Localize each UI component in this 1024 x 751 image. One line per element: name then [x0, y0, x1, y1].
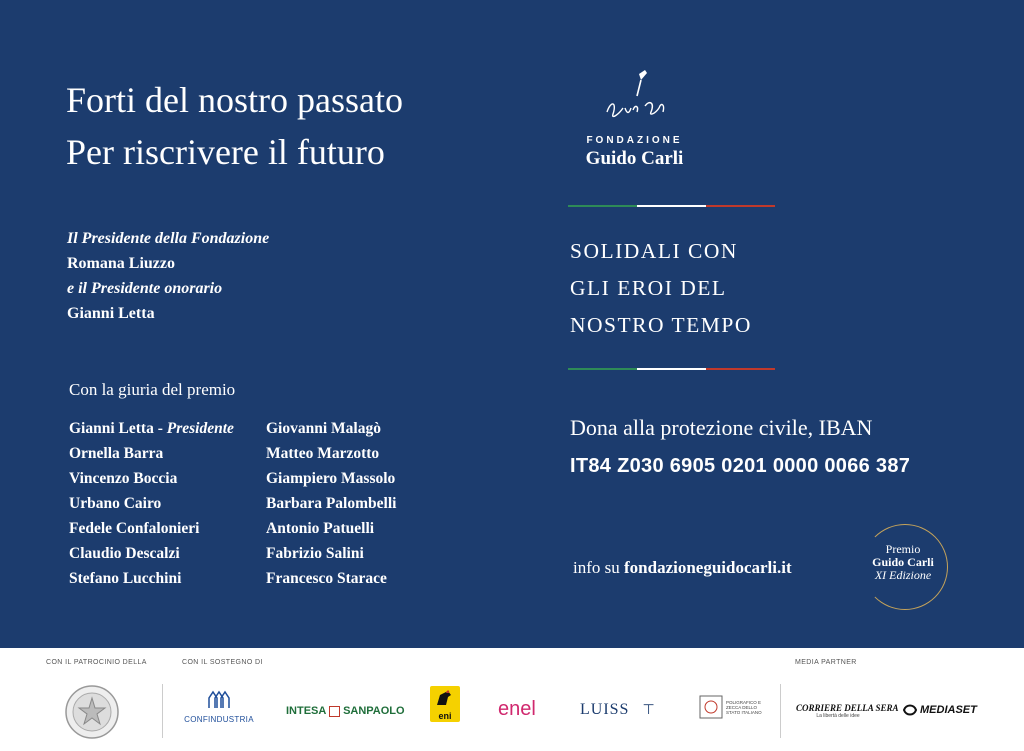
- slogan-line-2: GLI EROI DEL: [570, 276, 727, 300]
- sponsor-footer: [0, 648, 1024, 751]
- support-label: CON IL SOSTEGNO DI: [182, 659, 263, 666]
- tricolor-rule-top: [568, 205, 775, 207]
- eni-dog-icon: [434, 689, 456, 707]
- media-partner-label: MEDIA PARTNER: [795, 659, 857, 666]
- jury-member: Giovanni Malagò: [266, 420, 381, 437]
- footer-divider: [162, 684, 163, 738]
- poligrafico-logo: POLIGRAFICO E ZECCA DELLO STATO ITALIANO: [698, 694, 772, 720]
- jury-member: Vincenzo Boccia: [69, 470, 178, 487]
- honorary-president-name: Gianni Letta: [67, 305, 155, 322]
- solidali-slogan: [570, 233, 752, 344]
- patronage-label: CON IL PATROCINIO DELLA: [46, 659, 147, 666]
- honorary-president-role: e il Presidente onorario: [67, 280, 223, 297]
- jury-title: Con la giuria del premio: [69, 380, 236, 399]
- poligrafico-icon: [698, 694, 724, 720]
- enel-logo: enel: [498, 698, 536, 720]
- jury-member: Francesco Starace: [266, 570, 387, 587]
- tricolor-rule-bottom: [568, 368, 775, 370]
- jury-member: Ornella Barra: [69, 445, 164, 462]
- jury-member: Barbara Palombelli: [266, 495, 397, 512]
- eni-logo: eni: [430, 686, 460, 722]
- jury-member: Antonio Patuelli: [266, 520, 375, 537]
- jury-list-right: [266, 416, 396, 591]
- slogan-line-3: NOSTRO TEMPO: [570, 313, 752, 337]
- headline-line-1: Forti del nostro passato: [66, 80, 403, 120]
- president-role: Il Presidente della Fondazione: [67, 230, 270, 247]
- jury-list-left: [69, 416, 234, 591]
- logo-name: Guido Carli: [585, 148, 684, 169]
- intesa-sanpaolo-logo: INTESA SANPAOLO: [286, 705, 405, 717]
- intesa-square-icon: [329, 706, 340, 717]
- confindustria-icon: [207, 690, 231, 710]
- fondazione-signature-logo: [603, 70, 669, 126]
- headline: [66, 74, 403, 178]
- jury-member: Fedele Confalonieri: [69, 520, 200, 537]
- jury-member: Urbano Cairo: [69, 495, 162, 512]
- info-line: info su fondazioneguidocarli.it: [573, 558, 792, 577]
- mediaset-logo: MEDIASET: [902, 703, 977, 717]
- jury-member: Stefano Lucchini: [69, 570, 182, 587]
- italian-republic-emblem-icon: [64, 684, 120, 740]
- footer-divider: [780, 684, 781, 738]
- jury-member: Claudio Descalzi: [69, 545, 180, 562]
- premio-seal: Premio Guido Carli XI Edizione: [872, 542, 934, 582]
- slogan-line-1: SOLIDALI CON: [570, 239, 738, 263]
- confindustria-logo: CONFINDUSTRIA: [184, 690, 254, 724]
- headline-line-2: Per riscrivere il futuro: [66, 132, 385, 172]
- jury-member: Gianni Letta - Presidente: [69, 420, 234, 437]
- logo-fondazione-text: FONDAZIONE: [586, 135, 683, 146]
- donation-text: Dona alla protezione civile, IBAN: [570, 415, 873, 440]
- jury-role: Presidente: [166, 420, 234, 437]
- president-name: Romana Liuzzo: [67, 255, 175, 272]
- jury-member: Giampiero Massolo: [266, 470, 396, 487]
- jury-member: Fabrizio Salini: [266, 545, 364, 562]
- luiss-column-icon: ⊤: [642, 703, 656, 718]
- luiss-logo: LUISS ⊤: [580, 701, 656, 718]
- presidents-block: [67, 226, 269, 326]
- jury-member: Matteo Marzotto: [266, 445, 380, 462]
- iban-number: IT84 Z030 6905 0201 0000 0066 387: [570, 455, 911, 477]
- corriere-della-sera-logo: CORRIERE DELLA SERA La libertà delle idee: [796, 703, 899, 719]
- website-link[interactable]: fondazioneguidocarli.it: [624, 558, 792, 577]
- mediaset-biscione-icon: [902, 703, 918, 717]
